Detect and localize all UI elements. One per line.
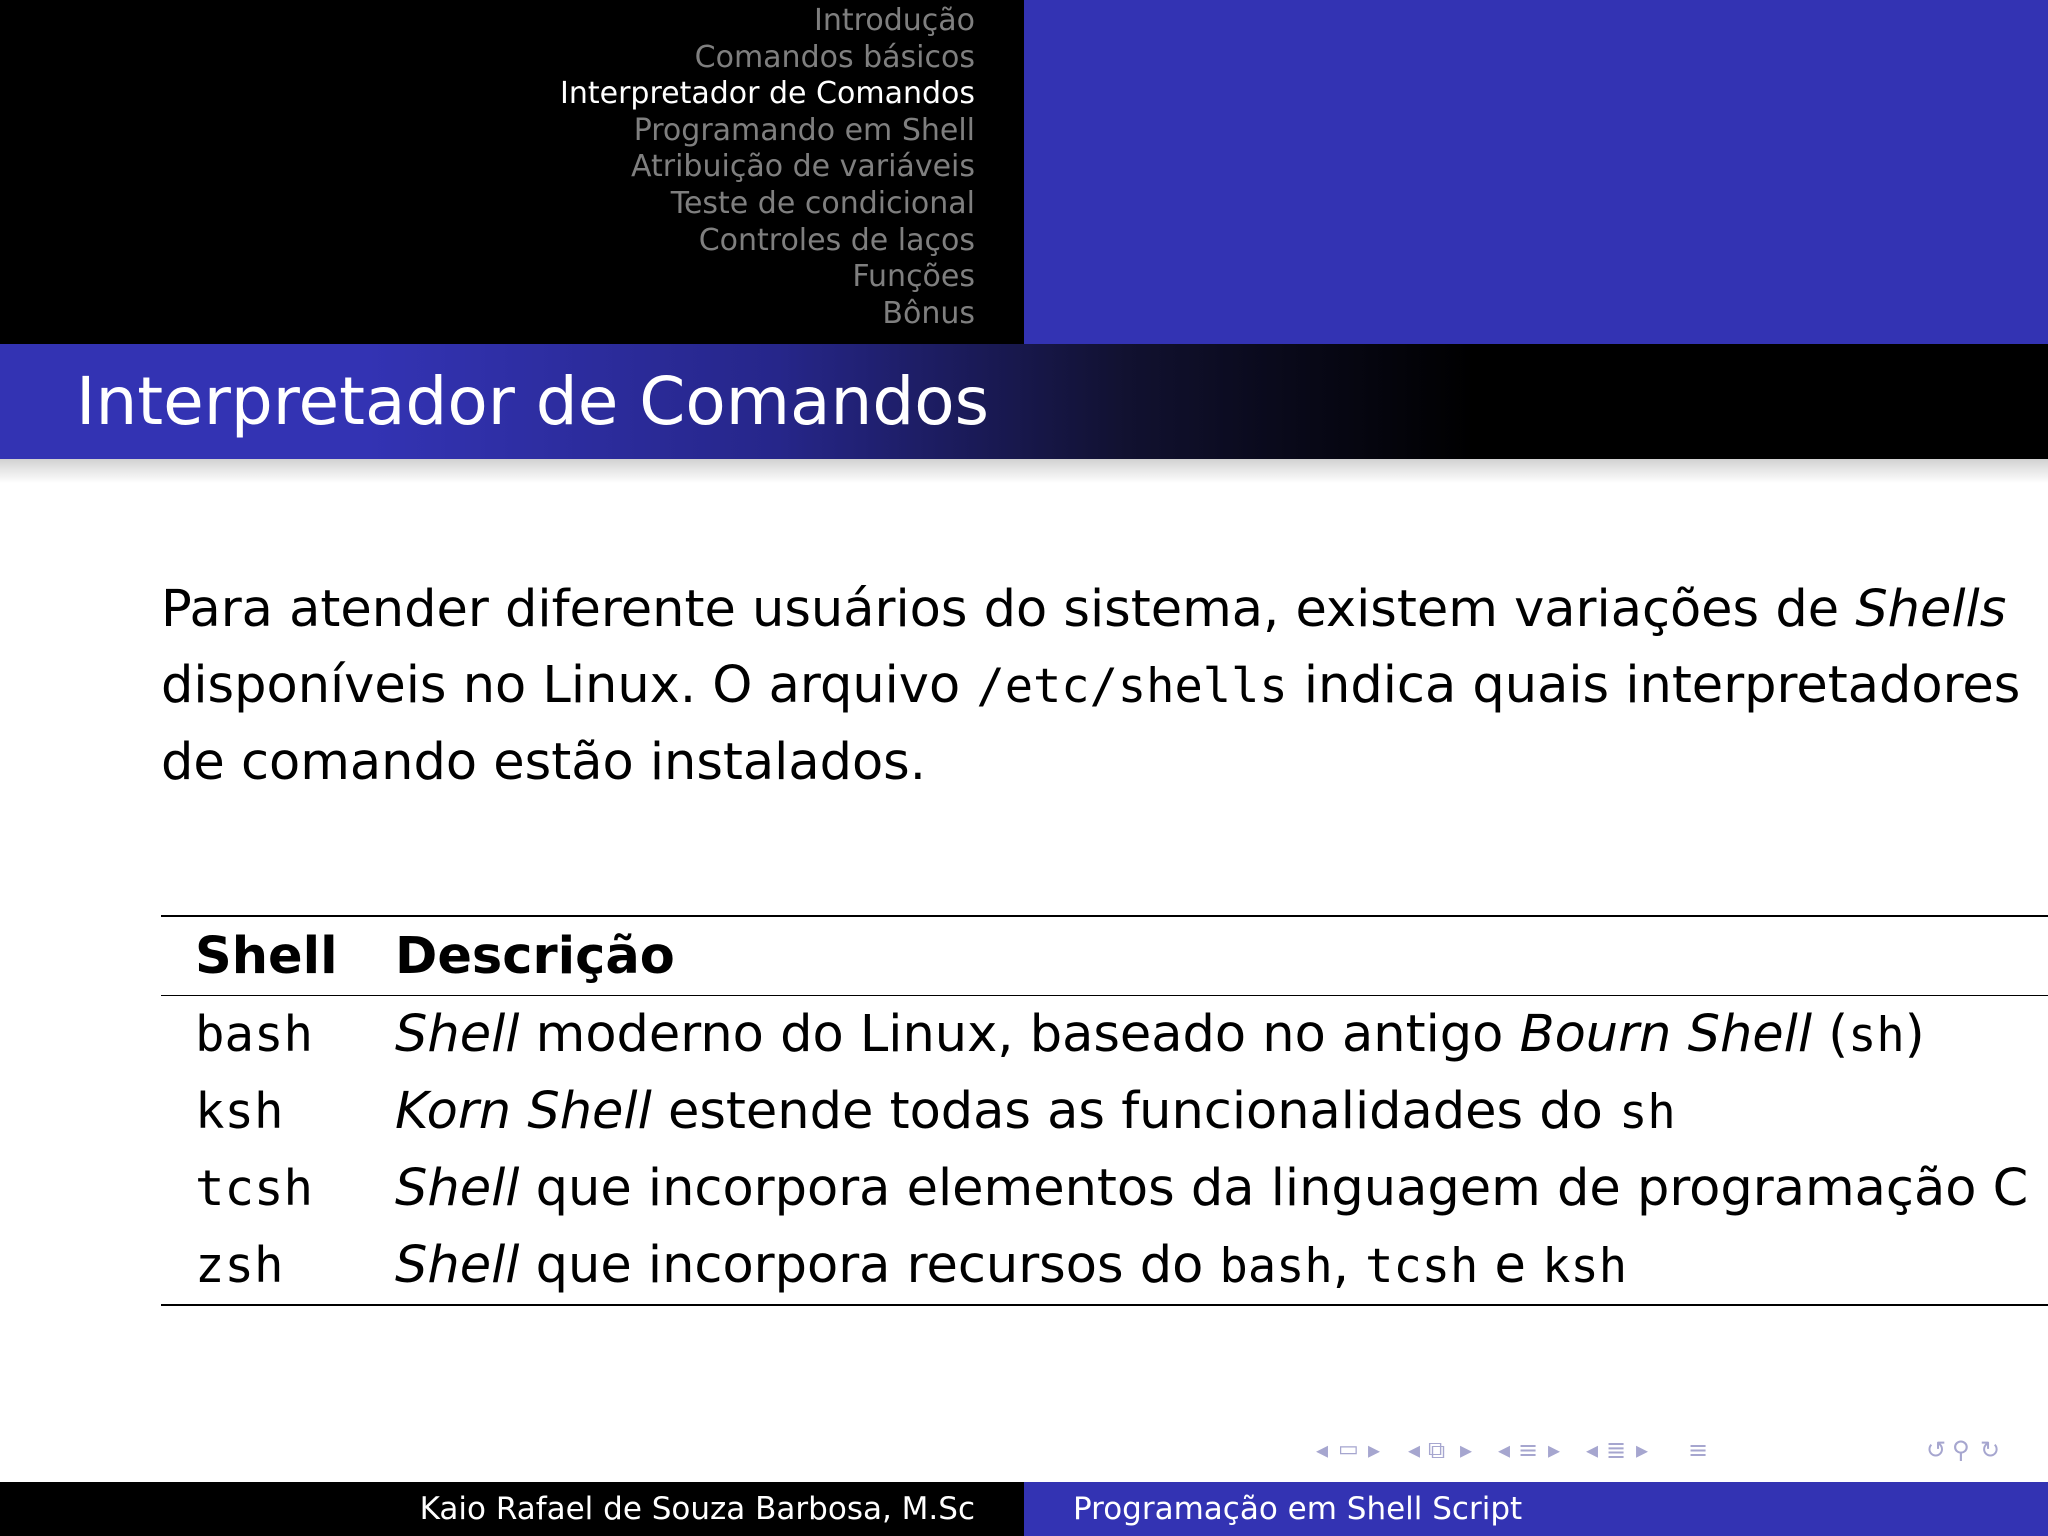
description-cell: [395, 1227, 2048, 1305]
frame-icon[interactable]: ▭: [1338, 1437, 1359, 1462]
shell-name-cell: bash: [195, 1006, 314, 1063]
code-fragment: bash: [1219, 1239, 1333, 1294]
next-frame-icon[interactable]: ▸: [1368, 1436, 1381, 1464]
shell-name-cell: tcsh: [195, 1160, 314, 1217]
code-fragment: sh: [1848, 1008, 1905, 1063]
intro-paragraph: [161, 572, 2021, 801]
intro-shells-emphasis: Shells: [1855, 580, 2007, 639]
prev-subsection-icon[interactable]: ◂: [1408, 1436, 1421, 1464]
table-row: [161, 996, 2048, 1074]
next-subsection-icon[interactable]: ▸: [1460, 1436, 1473, 1464]
nav-section-item[interactable]: Teste de condicional: [670, 185, 975, 221]
header-section-panel: [0, 0, 1024, 344]
intro-text-2: disponíveis no Linux. O arquivo: [161, 656, 977, 715]
shell-name-cell: zsh: [161, 1227, 395, 1305]
text-fragment: (: [1812, 1005, 1849, 1064]
title-shadow: [0, 459, 2048, 483]
code-fragment: sh: [1619, 1085, 1676, 1140]
nav-section-item[interactable]: Atribuição de variáveis: [631, 149, 975, 185]
frame-title-bar: [0, 344, 2048, 459]
emphasis-fragment: Korn Shell: [395, 1082, 652, 1141]
shell-table: [161, 915, 2048, 1306]
section-icon[interactable]: ≡: [1518, 1436, 1539, 1464]
header-shell: Shell: [195, 926, 338, 986]
subsection-icon[interactable]: ⧉: [1428, 1436, 1446, 1464]
header-description: Descrição: [395, 926, 675, 986]
intro-text-3: indica quais interpretadores de comando estão instalados.: [161, 656, 2021, 792]
nav-section-item[interactable]: Programando em Shell: [633, 112, 975, 148]
header-subsection-panel: [1024, 0, 2048, 344]
frame-title: Interpretador de Comandos: [76, 363, 989, 440]
description-cell: [395, 996, 2048, 1074]
intro-file-path: /etc/shells: [976, 659, 1288, 714]
search-icon[interactable]: ⚲: [1952, 1436, 1970, 1464]
shell-name-cell: ksh: [195, 1083, 284, 1140]
prev-section-icon[interactable]: ◂: [1498, 1436, 1511, 1464]
section-navigation: [0, 0, 1024, 332]
text-fragment: ): [1904, 1005, 1925, 1064]
footer-author-panel: [0, 1482, 1024, 1536]
doc-icon[interactable]: ≣: [1606, 1436, 1627, 1464]
next-section-icon[interactable]: ▸: [1548, 1436, 1561, 1464]
description-cell: [395, 1150, 2048, 1227]
code-fragment: tcsh: [1365, 1239, 1479, 1294]
table-row: [161, 1073, 2048, 1150]
toc-icon[interactable]: ≡: [1688, 1436, 1709, 1464]
beamer-navigation-symbols: [1316, 1432, 2036, 1468]
text-fragment: ,: [1332, 1236, 1366, 1295]
nav-section-item[interactable]: Interpretador de Comandos: [560, 76, 975, 112]
footer-course-title: Programação em Shell Script: [1073, 1491, 1523, 1527]
redo-icon[interactable]: ↻: [1980, 1436, 2001, 1464]
nav-section-item[interactable]: Bônus: [882, 295, 975, 331]
emphasis-fragment: Shell: [395, 1005, 520, 1064]
prev-doc-icon[interactable]: ◂: [1586, 1436, 1599, 1464]
prev-frame-icon[interactable]: ◂: [1316, 1436, 1329, 1464]
description-cell: [395, 1073, 2048, 1150]
emphasis-fragment: Bourn Shell: [1519, 1005, 1813, 1064]
text-fragment: estende todas as funcionalidades do: [651, 1082, 1620, 1141]
nav-section-item[interactable]: Controles de laços: [698, 222, 975, 258]
intro-text-1: Para atender diferente usuários do sistema, existem variações de: [161, 580, 1856, 639]
text-fragment: que incorpora recursos do: [519, 1236, 1220, 1295]
nav-section-item[interactable]: Introdução: [814, 3, 975, 38]
table-header-row: [161, 916, 2048, 996]
next-doc-icon[interactable]: ▸: [1636, 1436, 1649, 1464]
nav-section-item[interactable]: Funções: [852, 259, 975, 295]
text-fragment: moderno do Linux, baseado no antigo: [519, 1005, 1520, 1064]
code-fragment: ksh: [1542, 1239, 1628, 1294]
emphasis-fragment: Shell: [395, 1159, 520, 1218]
emphasis-fragment: Shell: [395, 1236, 520, 1295]
table-row: [161, 1227, 2048, 1305]
footer-author: Kaio Rafael de Souza Barbosa, M.Sc: [419, 1491, 975, 1527]
table-body: [161, 996, 2048, 1306]
table-row: [161, 1150, 2048, 1227]
footer-title-panel: [1024, 1482, 2048, 1536]
text-fragment: que incorpora elementos da linguagem de programação C: [519, 1159, 2029, 1218]
nav-section-item[interactable]: Comandos básicos: [694, 39, 975, 75]
text-fragment: e: [1478, 1236, 1543, 1295]
undo-icon[interactable]: ↺: [1926, 1436, 1947, 1464]
